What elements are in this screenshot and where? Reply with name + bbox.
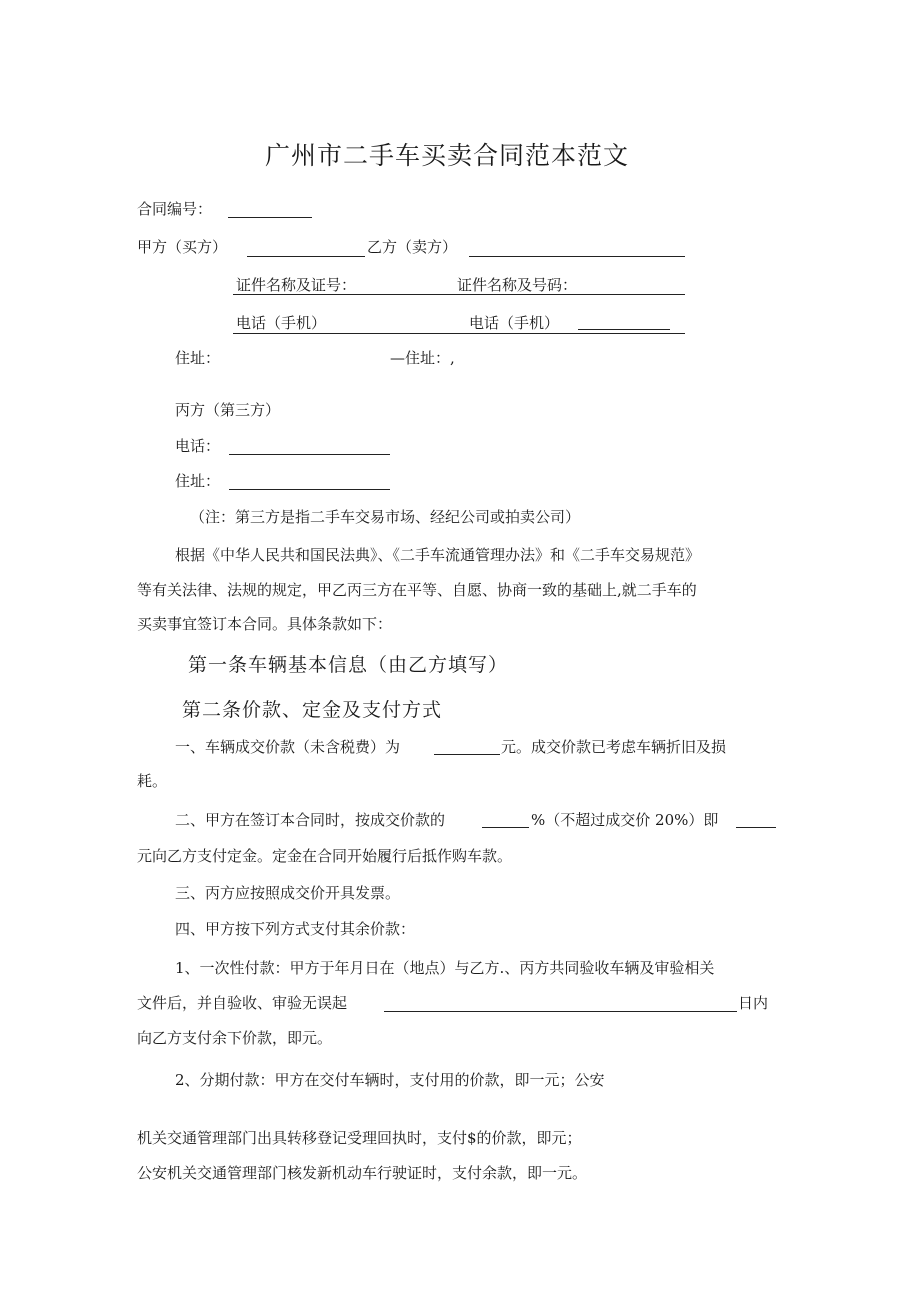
intro-line-1: 根据《中华人民共和国民法典》、《二手车流通管理办法》和《二手车交易规范》	[175, 546, 701, 564]
contract-number-label: 合同编号：	[137, 200, 213, 218]
clause-4-1-line-2-b: 日内	[738, 994, 769, 1012]
party-c-phone-blank[interactable]	[229, 454, 390, 455]
party-b-label: 乙方（卖方）	[367, 238, 458, 256]
party-c-label: 丙方（第三方）	[175, 401, 281, 419]
clause-4-1-line-1: 1、一次性付款：甲方于年月日在（地点）与乙方.、丙方共同验收车辆及审验相关	[175, 959, 715, 977]
clause-3-text: 三、丙方应按照成交价开具发票。	[175, 884, 401, 902]
clause-4-1-line-3: 向乙方支付余下价款，即元。	[137, 1029, 333, 1047]
article-1-heading: 第一条车辆基本信息（由乙方填写）	[188, 654, 509, 676]
clause-1-text-a: 一、车辆成交价款（未含税费）为	[175, 738, 401, 756]
party-a-address-label: 住址：	[175, 349, 221, 367]
party-c-address-label: 住址：	[175, 472, 221, 490]
id-row-underline[interactable]	[233, 294, 685, 295]
article-2-heading: 第二条价款、定金及支付方式	[182, 699, 443, 721]
party-a-id-label: 证件名称及证号：	[236, 276, 357, 294]
third-party-note: （注：第三方是指二手车交易市场、经纪公司或拍卖公司）	[190, 508, 581, 526]
intro-line-3: 买卖事宜签订本合同。具体条款如下：	[137, 615, 393, 633]
party-c-address-blank[interactable]	[229, 489, 390, 490]
contract-number-blank[interactable]	[228, 217, 312, 218]
clause-1-text-line-2: 耗。	[137, 772, 168, 790]
clause-1-text-b: 元。成交价款已考虑车辆折旧及损	[501, 738, 727, 756]
page-title: 广州市二手车买卖合同范本范文	[265, 141, 630, 170]
party-b-id-label: 证件名称及号码：	[457, 276, 578, 294]
clause-2-text-b: %（不超过成交价 20%）即	[531, 811, 719, 829]
clause-2-amount-blank[interactable]	[736, 827, 776, 828]
clause-2-percent-blank[interactable]	[482, 827, 529, 828]
clause-4-2-line-2: 机关交通管理部门出具转移登记受理回执时，支付$的价款，即元；	[137, 1129, 582, 1147]
phone-row-underline[interactable]	[233, 333, 685, 334]
party-a-phone-label: 电话（手机）	[236, 314, 327, 332]
party-c-phone-label: 电话：	[175, 437, 221, 455]
party-b-phone-blank[interactable]	[578, 329, 670, 330]
clause-2-text-a: 二、甲方在签订本合同时，按成交价款的	[175, 811, 446, 829]
clause-4-2-line-3: 公安机关交通管理部门核发新机动车行驶证时，支付余款，即一元。	[137, 1164, 588, 1182]
party-b-name-blank[interactable]	[469, 256, 685, 257]
party-a-name-blank[interactable]	[247, 256, 365, 257]
party-b-address-label: —住址：,	[390, 349, 455, 367]
clause-1-price-blank[interactable]	[434, 754, 500, 755]
clause-4-1-line-2-a: 文件后，并自验收、审验无误起	[137, 994, 348, 1012]
clause-2-text-line-2: 元向乙方支付定金。定金在合同开始履行后抵作购车款。	[137, 847, 513, 865]
clause-4-2-line-1: 2、分期付款：甲方在交付车辆时，支付用的价款，即一元；公安	[175, 1071, 605, 1089]
party-b-phone-label: 电话（手机）	[469, 314, 560, 332]
party-a-label: 甲方（买方）	[137, 238, 228, 256]
clause-4-1-days-blank[interactable]	[384, 1011, 737, 1012]
clause-4-text: 四、甲方按下列方式支付其余价款：	[175, 920, 416, 938]
intro-line-2: 等有关法律、法规的规定，甲乙丙三方在平等、自愿、协商一致的基础上,就二手车的	[137, 581, 697, 599]
